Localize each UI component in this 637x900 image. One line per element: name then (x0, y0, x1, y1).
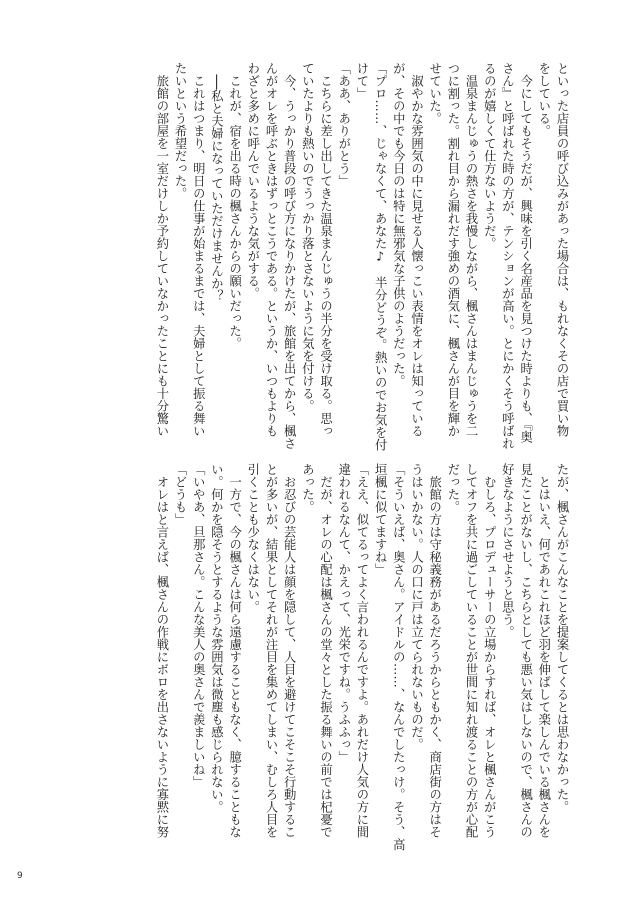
text-column: とはいえ、何であれこれほど羽を伸ばして楽しんでいる楓さんを (536, 463, 551, 838)
text-column: 今、うっかり普段の呼び方になりかけたが、旅館を出てから、楓さ (282, 62, 297, 450)
text-column: とが多いが、結果としてそれが注目を集めてしまい、むしろ人目を (264, 463, 278, 838)
text-column: 「ええ、似てるってよく言われるんですよ。あれだけ人気の方に間 (354, 463, 369, 838)
text-column: るのが嬉しくて仕方ないようだ。 (482, 62, 497, 250)
text-column: こちらに差し出してきた温泉まんじゅうの半分を受け取る。思っ (318, 62, 333, 437)
text-column: せていた。 (427, 62, 442, 125)
text-column: といった店員の呼び込みがあった場合は、もれなくその店で買い物 (555, 62, 569, 437)
text-column: むしろ、プロデューサーの立場からすれば、オレと楓さんがこう (482, 463, 497, 838)
page-number: 9 (17, 871, 23, 881)
lower-text-block (154, 463, 569, 851)
text-column: 「プロ……、じゃなくて、あなた♪ 半分どうぞ。熱いのでお気を付 (373, 62, 388, 452)
text-column: をしている。 (536, 62, 551, 137)
text-column: あった。 (300, 463, 315, 513)
text-column: 垣楓に似てますね」 (373, 463, 388, 576)
text-column: 「いやあ、旦那さん。こんな美人の奥さんで羨ましいね」 (191, 463, 206, 788)
text-column: 「ああ、ありがとう」 (336, 62, 351, 187)
upper-text-block (154, 62, 569, 452)
text-column: オレはと言えば、楓さんの作戦にボロを出さないように寡黙に努 (154, 463, 169, 838)
text-column: わざと多めに呼んでいるような気がする。 (245, 62, 260, 300)
text-column: んがオレを呼ぶときはずっとこうである。というか、いつもよりも (264, 62, 278, 437)
text-column: だった。 (445, 463, 460, 513)
text-column: たいという希望だった。 (173, 62, 188, 200)
text-column: これが、宿を出る時の楓さんからの願いだった。 (227, 62, 242, 350)
text-column: 一方で、今の楓さんは何ら遠慮することもなく、臆することもな (227, 463, 242, 838)
text-column: してオフを共に過ごしていることが世間に知れ渡ることの方が心配 (464, 463, 479, 838)
text-column: ていたよりも熱いのでうっかり落とさないように気を付ける。 (300, 62, 315, 412)
text-column: 旅館の部屋を一室だけしか予約していなかったことにも十分驚い (154, 62, 169, 437)
text-column: 温泉まんじゅうの熱さを我慢しながら、楓さんはまんじゅうを二 (464, 62, 479, 437)
text-column: 好きなようにさせようと思う。 (500, 463, 515, 638)
text-column: 淑やかな雰囲気の中に見せる人懐っこい表情をオレは知っている (409, 62, 424, 437)
text-column: けて」 (354, 62, 369, 100)
text-column: 「どうも」 (173, 463, 188, 526)
text-column: たが、楓さんがこんなことを提案してくるとは思わなかった。 (555, 463, 569, 813)
text-column: 「そういえば、奥さん。アイドルの……、なんでしたっけ。そう、高 (391, 463, 406, 851)
text-column: これはつまり、明日の仕事が始まるまでは、夫婦として振る舞い (191, 62, 206, 437)
text-column: 違われるなんて、かえって、光栄ですね。うふふっ」 (336, 463, 351, 763)
text-column: が、その中でも今日のは特に無邪気な子供のようだった。 (391, 62, 406, 387)
text-column: つに割った。割れ目から漏れだす強めの酒気に、楓さんが目を輝か (445, 62, 460, 437)
text-column: だが、オレの心配は楓さんの堂々とした振る舞いの前では杞憂で (318, 463, 333, 838)
text-column: 引くことも少なくはない。 (245, 463, 260, 613)
text-column: 今にしてもそうだが、興味を引く名産品を見つけた時よりも、『奥 (518, 62, 533, 444)
text-column: 旅館の方は守秘義務があるだろうからともかく、商店街の方はそ (427, 463, 442, 838)
text-column: い。何かを隠そうとするような雰囲気は微塵も感じられない。 (209, 463, 224, 813)
text-column: さん』と呼ばれた時の方が、テンションが高い。とにかくそう呼ばれ (500, 62, 515, 450)
text-column: ──私と夫婦になっていただけませんか？ (209, 62, 224, 303)
text-column: 見たことがないし、こちらとしても悪い気はしないので、楓さんの (518, 463, 533, 838)
text-column: お忍びの芸能人は顔を隠して、人目を避けてこそこそ行動するこ (282, 463, 297, 838)
text-column: うはいかない。人の口に戸は立てられないものだ。 (409, 463, 424, 751)
